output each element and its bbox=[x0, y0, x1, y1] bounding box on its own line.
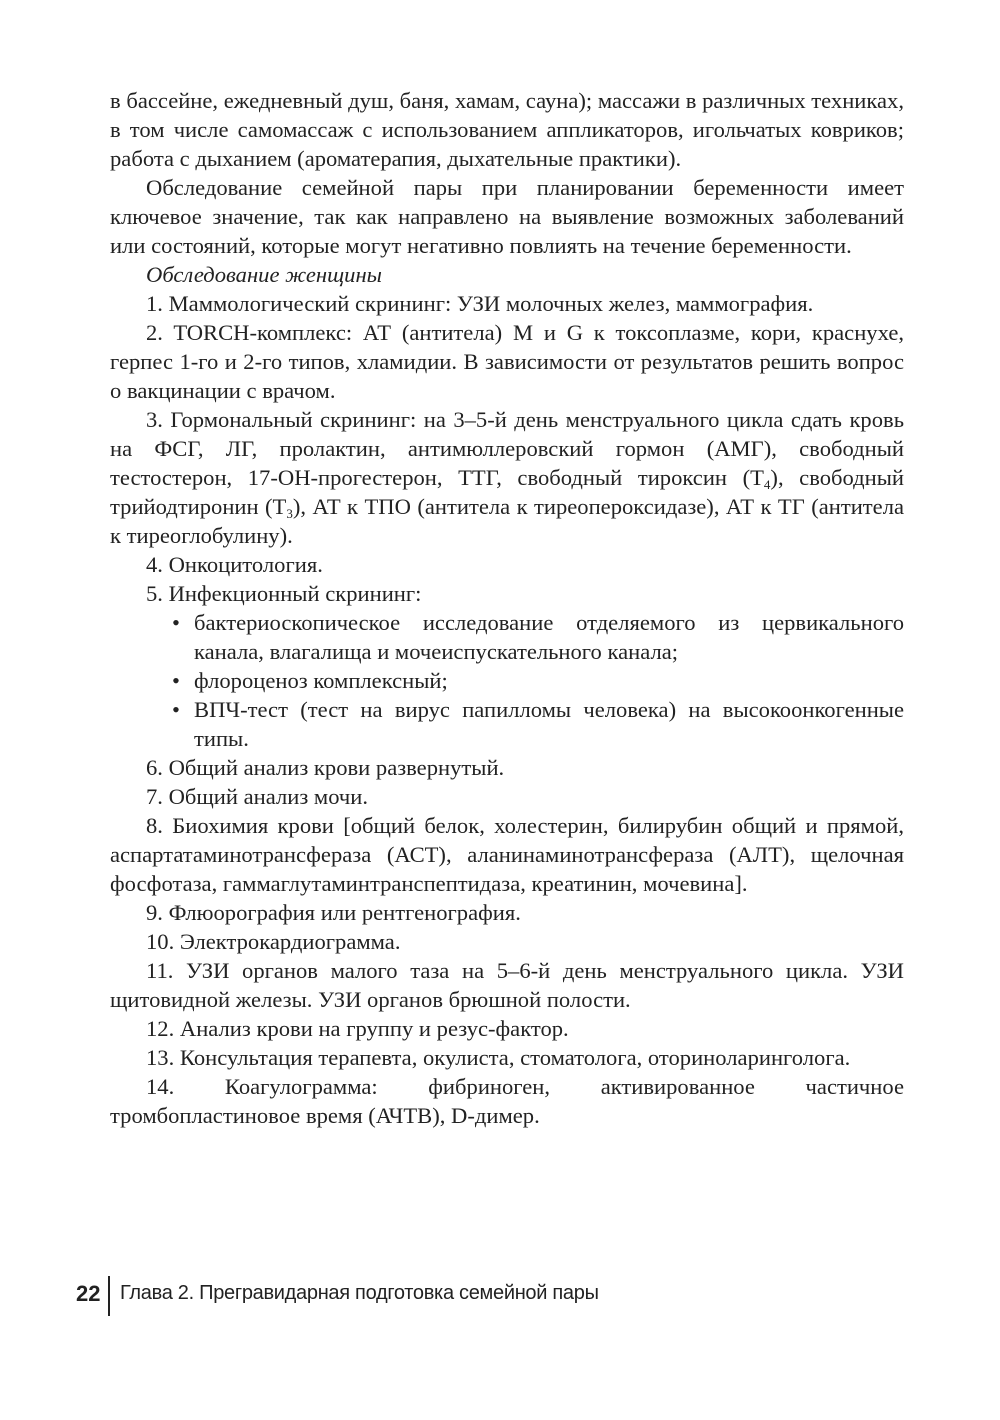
paragraph-continued: в бассейне, ежедневный душ, баня, хамам, сауна); массажи в различных техниках, в том числе самомассаж с использованием аппликаторов, игольчатых ковриков; работа с дыханием (ароматерапия, дыхательные практики). bbox=[110, 88, 904, 171]
list-item-4: 4. Онкоцитология. bbox=[146, 552, 323, 577]
list-item-3 bbox=[110, 405, 904, 550]
bullet-item bbox=[110, 608, 904, 666]
list-item-11: 11. УЗИ органов малого таза на 5–6-й день менструального цикла. УЗИ щитовидной железы. УЗИ органов брюшной полости. bbox=[110, 958, 904, 1012]
section-heading: Обследование женщины bbox=[146, 262, 382, 287]
bullet-text: флороценоз комплексный; bbox=[194, 668, 448, 693]
list-item-5: 5. Инфекционный скрининг: bbox=[146, 581, 422, 606]
bullet-text: бактериоскопическое исследование отделяемого из цервикального канала, влагалища и мочеиспускательного канала; bbox=[194, 610, 904, 664]
list-item-2: 2. TORCH-комплекс: АТ (антитела) M и G к токсоплазме, кори, краснухе, герпес 1-го и 2-го типов, хламидии. В зависимости от результатов решить вопрос о вакцинации с врачом. bbox=[110, 320, 904, 403]
bullet-icon: • bbox=[172, 668, 180, 693]
list-item-3-text-b: ), свободный трийодтиронин (Т bbox=[110, 465, 904, 519]
list-item-8: 8. Биохимия крови [общий белок, холестерин, билирубин общий и прямой, аспартатаминотрансфераза (АСТ), аланинаминотрансфераза (АЛТ), щелочная фосфотаза, гаммаглутаминтранспептидаза, креатинин, мочевина]. bbox=[110, 813, 904, 896]
list-item-3-text-a: 3. Гормональный скрининг: на 3–5-й день менструального цикла сдать кровь на ФСГ, ЛГ, пролактин, антимюллеровский гормон (АМГ), свободный тестостерон, 17-ОН-прогестерон, ТТГ, свободный тироксин (Т bbox=[110, 407, 904, 490]
paragraph-intro: Обследование семейной пары при планировании беременности имеет ключевое значение, так как направлено на выявление возможных заболеваний или состояний, которые могут негативно повлиять на течение беременности. bbox=[110, 175, 904, 258]
list-item-3-text-c: ), АТ к ТПО (антитела к тиреопероксидазе), АТ к ТГ (антитела к тиреоглобулину). bbox=[110, 494, 905, 548]
list-item-9: 9. Флюорография или рентгенография. bbox=[146, 900, 521, 925]
page-body bbox=[110, 86, 904, 1130]
bullet-item bbox=[110, 695, 904, 753]
list-item-13: 13. Консультация терапевта, окулиста, стоматолога, оториноларинголога. bbox=[146, 1045, 851, 1070]
running-head: Глава 2. Прегравидарная подготовка семейной пары bbox=[120, 1282, 599, 1304]
bullet-item bbox=[110, 666, 904, 695]
list-item-14: 14. Коагулограмма: фибриноген, активированное частичное тромбопластиновое время (АЧТВ), D-димер. bbox=[110, 1074, 904, 1128]
subscript-3: 3 bbox=[286, 506, 293, 521]
bullet-text: ВПЧ-тест (тест на вирус папилломы человека) на высокоонкогенные типы. bbox=[194, 697, 904, 751]
list-item-12: 12. Анализ крови на группу и резус-фактор. bbox=[146, 1016, 569, 1041]
bullet-icon: • bbox=[172, 610, 180, 635]
list-item-10: 10. Электрокардиограмма. bbox=[146, 929, 401, 954]
subscript-4: 4 bbox=[763, 477, 771, 492]
list-item-7: 7. Общий анализ мочи. bbox=[146, 784, 369, 809]
page-number: 22 bbox=[76, 1281, 101, 1306]
page-footer bbox=[76, 1276, 936, 1316]
list-item-6: 6. Общий анализ крови развернутый. bbox=[146, 755, 505, 780]
list-item-1: 1. Маммологический скрининг: УЗИ молочных желез, маммография. bbox=[146, 291, 814, 316]
footer-divider bbox=[108, 1276, 110, 1316]
bullet-icon: • bbox=[172, 697, 180, 722]
